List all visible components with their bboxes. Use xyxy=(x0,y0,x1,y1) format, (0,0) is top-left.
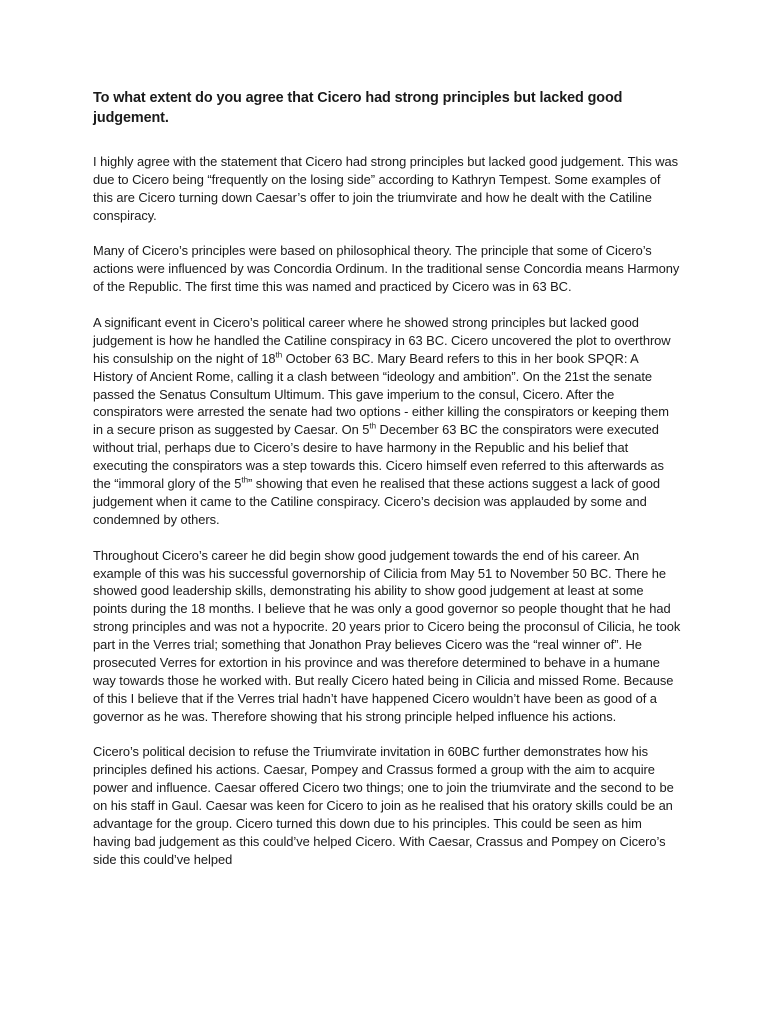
paragraph xyxy=(93,547,681,726)
paragraph xyxy=(93,242,681,296)
paragraph-text: Throughout Cicero’s career he did begin show good judgement towards the end of his career. An example of this was his successful governorship of Cilicia from May 51 to November 50 BC. There he showed good leadership skills, demonstrating his ability to show good judgement at least at some points during the 18 months. I believe that he was only a good governor so people thought that he had strong principles and was not a hypocrite. 20 years prior to Cicero being the proconsul of Cilicia, he took part in the Verres trial; something that Jonathon Pray believes Cicero was the “real winner of”. He prosecuted Verres for extortion in his province and was therefore determined to behave in a humane way towards those he worked with. But really Cicero hated being in Cilicia and missed Rome. Because of this I believe that if the Verres trial hadn’t have happened Cicero wouldn’t have been as good of a governor as he was. Therefore showing that his strong principle helped influence his actions. xyxy=(93,547,681,724)
ordinal-suffix: th xyxy=(241,475,248,485)
ordinal-suffix: th xyxy=(369,422,376,432)
essay-body xyxy=(93,153,681,869)
paragraph xyxy=(93,743,681,868)
essay-title: To what extent do you agree that Cicero had strong principles but lacked good judgement. xyxy=(93,90,623,126)
paragraph-text: I highly agree with the statement that Cicero had strong principles but lacked good judgement. This was due to Cicero being “frequently on the losing side” according to Kathryn Tempest. Some examples of this are Cicero turning down Caesar’s offer to join the triumvirate and how he dealt with the Catiline conspiracy. xyxy=(93,154,679,223)
paragraph xyxy=(93,153,681,225)
paragraph-text: December 63 BC the conspirators were executed without trial, perhaps due to Cicero’s desire to have harmony in the Republic and his belief that executing the conspirators was a step towards this. Cicero himself even referred to this afterwards as the “immoral glory of the 5 xyxy=(93,422,664,492)
paragraph xyxy=(93,314,681,529)
ordinal-suffix: th xyxy=(275,350,283,360)
paragraph-text: A significant event in Cicero’s political career where he showed strong principles but lacked good judgement is how he handled the Catiline conspiracy in 63 BC. Cicero uncovered the plot to overthrow his consulship on the night of 18 xyxy=(93,314,671,366)
paragraph-text: October 63 BC. Mary Beard refers to this in her book SPQR: A History of Ancient Rome, calling it a clash between “ideology and ambition”. On the 21st the senate passed the Senatus Consultum Ultimum. This gave imperium to the consul, Cicero. After the conspirators were arrested the senate had two options - either killing the conspirators or keeping them in a secure prison as suggested by Caesar. On 5 xyxy=(93,350,669,438)
document-page xyxy=(93,88,681,887)
paragraph-text: ” showing that even he realised that these actions suggest a lack of good judgement when it came to the Catiline conspiracy. Cicero’s decision was applauded by some and condemned by others. xyxy=(93,476,660,527)
paragraph-text: Cicero’s political decision to refuse the Triumvirate invitation in 60BC further demonstrates how his principles defined his actions. Caesar, Pompey and Crassus formed a group with the aim to acquire power and influence. Caesar offered Cicero two things; one to join the triumvirate and the second to be on his staff in Gaul. Caesar was keen for Cicero to join as he realised that his oratory skills could be an advantage for the group. Cicero turned this down due to his principles. This could be seen as him having bad judgement as this could’ve helped Cicero. With Caesar, Crassus and Pompey on Cicero’s side this could’ve helped xyxy=(93,744,674,867)
paragraph-text: Many of Cicero’s principles were based on philosophical theory. The principle that some of Cicero’s actions were influenced by was Concordia Ordinum. In the traditional sense Concordia means Harmony of the Republic. The first time this was named and practiced by Cicero was in 63 BC. xyxy=(93,243,680,295)
